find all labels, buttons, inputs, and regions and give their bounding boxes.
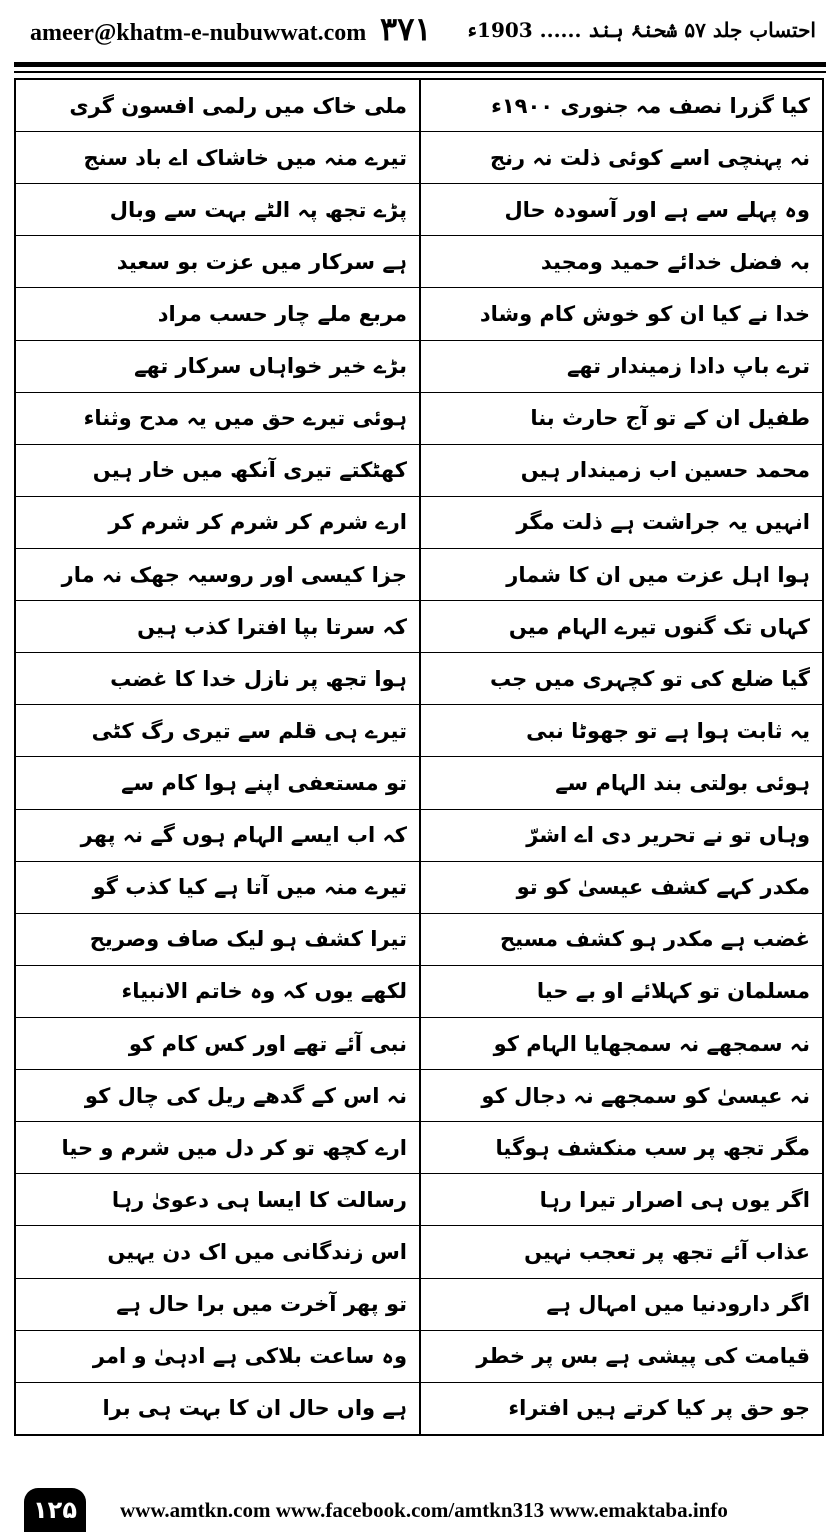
poem-row: [16, 549, 822, 601]
poem-row: [16, 1383, 822, 1434]
poem-row: [16, 341, 822, 393]
poem-line-second: ہے سرکار میں عزت بو سعید: [116, 249, 407, 274]
poem-line-first: مسلمان تو کہلائے او بے حیا: [419, 966, 822, 1017]
poem-line-first: نہ پہنچی اسے کوئی ذلت نہ رنج: [419, 132, 822, 183]
header-email: ameer@khatm-e-nubuwwat.com: [30, 20, 367, 46]
poem-line-second: تیرے منہ میں آتا ہے کیا کذب گو: [92, 875, 407, 900]
poem-row: [16, 653, 822, 705]
poem-line-first: اگر دارودنیا میں امہال ہے: [419, 1279, 822, 1330]
poem-line-first: انہیں یہ جراشت ہے ذلت مگر: [419, 497, 822, 548]
page-header: [0, 0, 840, 60]
poem-line-first: یہ ثابت ہوا ہے تو جھوٹا نبی: [419, 705, 822, 756]
poem-line-second: ملی خاک میں رلمی افسون گری: [69, 93, 407, 118]
poem-line-second: پڑے تجھ پہ الٹے بہت سے وبال: [109, 197, 407, 222]
poem-line-first: کیا گزرا نصف مہ جنوری ۱۹۰۰ء: [419, 80, 822, 131]
poem-line-first: قیامت کی پیشی ہے بس پر خطر: [419, 1331, 822, 1382]
poem-row: [16, 810, 822, 862]
poem-line-second: تو مستعفی اپنے ہوا کام سے: [121, 770, 407, 795]
footer-page-badge: ۱۲۵: [24, 1488, 86, 1532]
poem-line-first: مگر تجھ پر سب منکشف ہوگیا: [419, 1122, 822, 1173]
poem-line-second: وہ ساعت بلاکی ہے ادہیٰ و امر: [92, 1344, 407, 1369]
poem-line-second: نہ اس کے گدھے ریل کی چال کو: [84, 1083, 407, 1108]
poem-row: [16, 862, 822, 914]
poem-line-second: رسالت کا ایسا ہی دعویٰ رہا: [111, 1187, 407, 1212]
poem-line-second: کہ سرتا بپا افترا کذب ہیں: [137, 614, 407, 639]
poem-line-first: مکدر کہے کشف عیسیٰ کو تو: [419, 862, 822, 913]
poem-line-first: کہاں تک گنوں تیرے الہام میں: [419, 601, 822, 652]
poem-row: [16, 184, 822, 236]
poem-row: [16, 1018, 822, 1070]
poem-line-second: تیرا کشف ہو لیک صاف وصریح: [89, 927, 407, 952]
poem-row: [16, 1279, 822, 1331]
poem-line-second: تیرے منہ میں خاشاک اے باد سنج: [83, 145, 407, 170]
poem-line-second: اس زندگانی میں اک دن یہیں: [107, 1239, 407, 1264]
poem-line-second: ہوئی تیرے حق میں یہ مدح وثناء: [83, 406, 407, 431]
header-book-title: احتساب جلد ۵۷ شحنۂ ہند ...... 1903ء: [467, 18, 816, 42]
poem-row: [16, 757, 822, 809]
poem-line-second: بڑے خیر خواہاں سرکار تھے: [134, 354, 407, 379]
poem-line-first: اگر یوں ہی اصرار تیرا رہا: [419, 1174, 822, 1225]
poem-line-first: ہوئی بولتی بند الہام سے: [419, 757, 822, 808]
poem-line-first: محمد حسین اب زمیندار ہیں: [419, 445, 822, 496]
footer-links: www.amtkn.com www.facebook.com/amtkn313 www.emaktaba.info: [120, 1498, 728, 1522]
poem-line-second: جزا کیسی اور روسیہ جھک نہ مار: [61, 562, 407, 587]
poem-line-first: گیا ضلع کی تو کچہری میں جب: [419, 653, 822, 704]
page-footer: [0, 1480, 840, 1540]
poem-line-second: ہوا تجھ پر نازل خدا کا غضب: [110, 666, 407, 691]
poem-line-second: ارے شرم کر شرم کر شرم کر: [108, 510, 407, 535]
poem-row: [16, 705, 822, 757]
poem-row: [16, 80, 822, 132]
poem-row: [16, 288, 822, 340]
header-page-number: ۳۷۱: [380, 10, 432, 48]
poem-line-first: عذاب آئے تجھ پر تعجب نہیں: [419, 1226, 822, 1277]
poem-row: [16, 914, 822, 966]
poem-line-second: کہ اب ایسے الہام ہوں گے نہ پھر: [80, 823, 407, 848]
poem-line-first: جو حق پر کیا کرتے ہیں افتراء: [419, 1383, 822, 1434]
poem-row: [16, 1331, 822, 1383]
poem-row: [16, 497, 822, 549]
poem-table: [14, 78, 824, 1436]
poem-row: [16, 966, 822, 1018]
poem-row: [16, 445, 822, 497]
header-rule-thin: [14, 71, 826, 73]
poem-row: [16, 1174, 822, 1226]
poem-row: [16, 1226, 822, 1278]
poem-line-first: نہ سمجھے نہ سمجھایا الہام کو: [419, 1018, 822, 1069]
poem-line-first: خدا نے کیا ان کو خوش کام وشاد: [419, 288, 822, 339]
poem-row: [16, 1122, 822, 1174]
poem-line-first: طفیل ان کے تو آج حارث بنا: [419, 393, 822, 444]
poem-line-first: ہوا اہل عزت میں ان کا شمار: [419, 549, 822, 600]
poem-line-second: تیرے ہی قلم سے تیری رگ کٹی: [91, 718, 407, 743]
header-rule-thick: [14, 62, 826, 67]
poem-line-first: نہ عیسیٰ کو سمجھے نہ دجال کو: [419, 1070, 822, 1121]
poem-row: [16, 601, 822, 653]
poem-line-second: مربع ملے چار حسب مراد: [157, 301, 407, 326]
poem-line-second: تو پھر آخرت میں برا حال ہے: [116, 1292, 407, 1317]
poem-line-second: لکھے یوں کہ وہ خاتم الانبیاء: [121, 979, 407, 1004]
poem-line-second: کھٹکتے تیری آنکھ میں خار ہیں: [92, 458, 407, 483]
poem-line-first: وہاں تو نے تحریر دی اے اشرّ: [419, 810, 822, 861]
poem-line-first: وہ پہلے سے ہے اور آسودہ حال: [419, 184, 822, 235]
poem-line-first: بہ فضل خدائے حمید ومجید: [419, 236, 822, 287]
poem-row: [16, 132, 822, 184]
poem-line-second: ارے کچھ تو کر دل میں شرم و حیا: [61, 1135, 407, 1160]
poem-line-first: غضب ہے مکدر ہو کشف مسیح: [419, 914, 822, 965]
poem-row: [16, 393, 822, 445]
poem-line-first: ترے باپ دادا زمیندار تھے: [419, 341, 822, 392]
poem-line-second: نبی آئے تھے اور کس کام کو: [128, 1031, 407, 1056]
poem-line-second: ہے واں حال ان کا بہت ہی برا: [102, 1396, 407, 1421]
poem-row: [16, 1070, 822, 1122]
poem-row: [16, 236, 822, 288]
